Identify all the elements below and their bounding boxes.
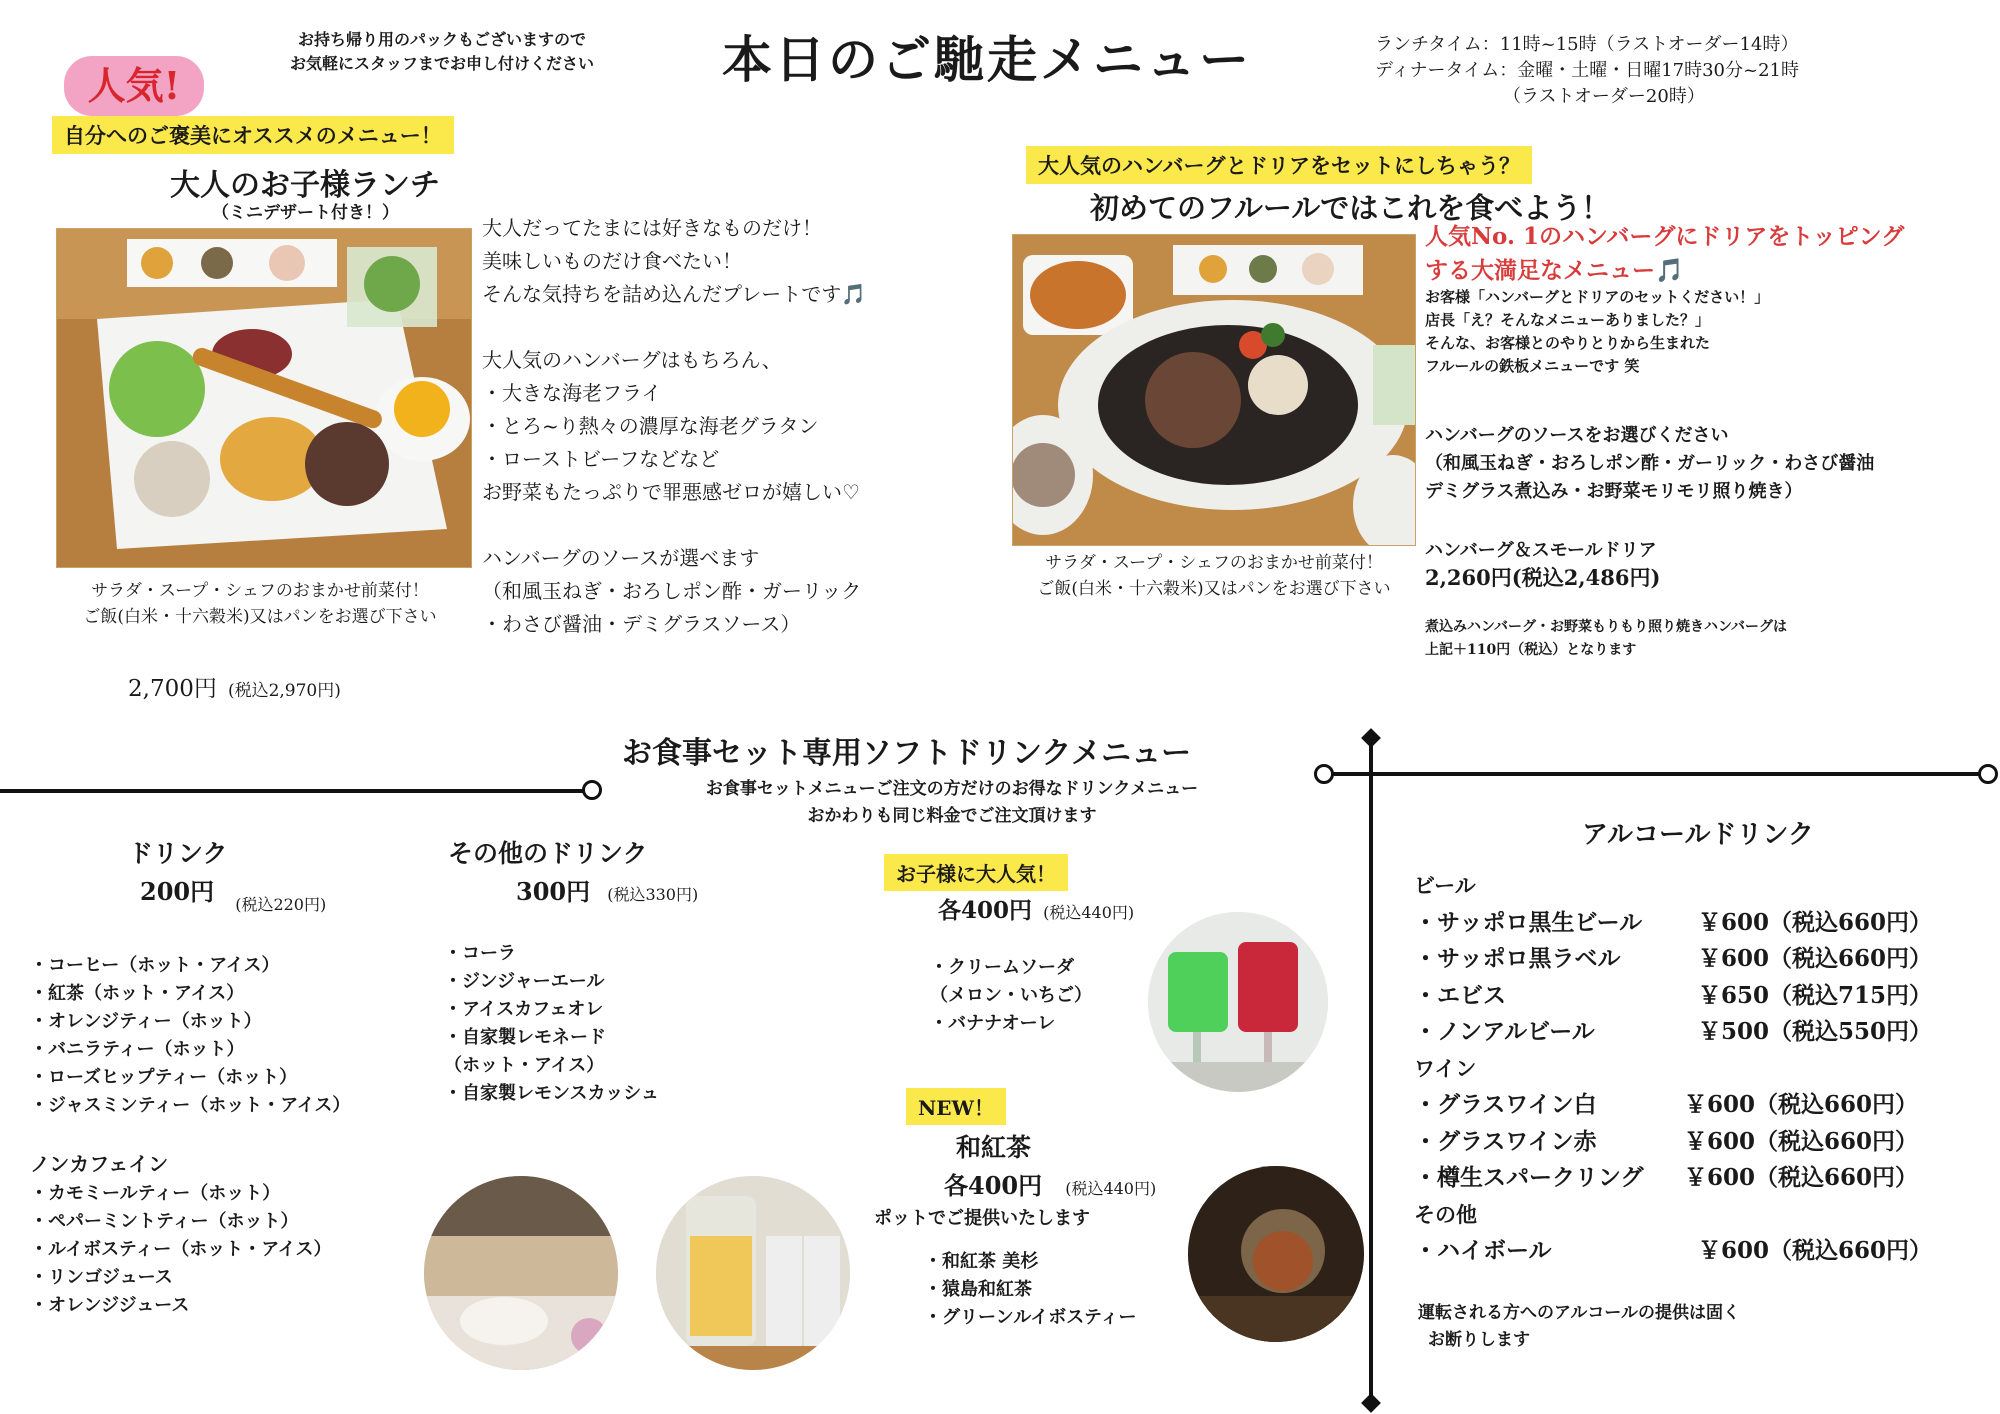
drink-col1-price-value: 200円 xyxy=(140,877,215,906)
left-divider-line xyxy=(0,789,584,793)
alcohol-note-line-1: 運転される方へのアルコールの提供は固く xyxy=(1418,1303,1740,1323)
hours-lunch: ランチタイム：11時~15時（ラストオーダー14時） xyxy=(1375,34,1799,55)
alcohol-item-name: ・サッポロ黒ラベル xyxy=(1414,945,1621,972)
alcohol-item-price: ￥500（税込550円） xyxy=(1698,1018,1933,1045)
left-desc-line: 大人気のハンバーグはもちろん、 xyxy=(482,348,782,372)
alcohol-item-price: ￥600（税込660円） xyxy=(1698,1237,1933,1264)
kids-drink-item: ・クリームソーダ xyxy=(930,957,1074,978)
left-price-value: 2,700円 xyxy=(128,676,217,702)
right-highlight-line-1: 人気No. 1のハンバーグにドリアをトッピング xyxy=(1425,223,1905,250)
left-price xyxy=(128,670,341,703)
kids-drink-item: （メロン・いちご） xyxy=(930,985,1092,1006)
right-tagline: 大人気のハンバーグとドリアをセットにしちゃう？ xyxy=(1026,146,1532,184)
alcohol-item xyxy=(1414,941,1932,978)
alcohol-item xyxy=(1414,1087,1932,1124)
takeout-notice xyxy=(290,28,594,76)
alcohol-item-price: ￥600（税込660円） xyxy=(1684,1127,1919,1155)
right-item-name: ハンバーグ＆スモールドリア xyxy=(1425,540,1657,561)
drink-col2-price-tax: (税込330円) xyxy=(607,885,699,904)
left-desc-line: （和風玉ねぎ・おろしポン酢・ガーリック xyxy=(482,579,862,603)
drinks-sub-line-2: おかわりも同じ料金でご注文頂けます xyxy=(807,806,1097,826)
drink-list-item: ・ジンジャーエール xyxy=(444,971,605,992)
right-divider-end xyxy=(1978,764,1998,784)
alcohol-item-name: ・エビス xyxy=(1414,981,1506,1009)
new-badge: NEW！ xyxy=(906,1088,1006,1125)
left-desc-line: ハンバーグのソースが選べます xyxy=(482,546,760,570)
alcohol-item-name: ・サッポロ黒生ビール xyxy=(1414,908,1643,936)
vertical-divider xyxy=(1369,738,1373,1404)
right-item-price: 2,260円(税込2,486円) xyxy=(1425,565,1661,590)
alcohol-item-price: ￥650（税込715円） xyxy=(1698,981,1933,1009)
left-desc-line xyxy=(482,311,866,344)
drink-list-item: ・ジャスミンティー（ホット・アイス） xyxy=(30,1095,351,1116)
hamburg-doria-photo xyxy=(1012,234,1416,546)
drink-col2-price xyxy=(516,872,698,907)
right-caption-line-1: サラダ・スープ・シェフのおまかせ前菜付！ xyxy=(1045,553,1383,573)
left-menu-name: 大人のお子様ランチ xyxy=(170,168,440,203)
right-menu-name: 初めてのフルールではこれを食べよう！ xyxy=(1090,191,1611,225)
teapot-illustration xyxy=(1188,1166,1364,1342)
alcohol-item-price: ￥600（税込660円） xyxy=(1698,908,1933,936)
right-sauce-options xyxy=(1425,422,1874,506)
left-desc-line: ・とろ~り熱々の濃厚な海老グラタン xyxy=(482,414,819,438)
left-photo-caption xyxy=(40,578,480,630)
right-sauce-line: デミグラス煮込み・お野菜モリモリ照り焼き） xyxy=(1425,481,1803,502)
drink-col1-list xyxy=(30,952,350,1120)
drink-list-item: ・アイスカフェオレ xyxy=(444,999,604,1020)
kids-badge: お子様に大人気！ xyxy=(884,854,1068,891)
lemonade-photo xyxy=(656,1176,850,1370)
right-photo-caption xyxy=(994,550,1434,602)
right-story-line: そんな、お客様とのやりとりから生まれた xyxy=(1425,334,1711,352)
cream-soda-illustration xyxy=(1148,912,1328,1092)
takeout-line-2: お気軽にスタッフまでお申し付けください xyxy=(290,54,595,73)
alcohol-item-name: ・ノンアルビール xyxy=(1414,1018,1595,1045)
teapot-photo xyxy=(1188,1166,1364,1342)
drink-list-item: ・自家製レモネード xyxy=(444,1027,606,1048)
drink-list-item: ・コーラ xyxy=(444,943,516,964)
alcohol-group-heading: ビール xyxy=(1414,873,1476,898)
drinks-subtitle xyxy=(662,776,1242,830)
right-caption-line-2: ご飯(白米・十六穀米)又はパンをお選び下さい xyxy=(1037,579,1391,599)
noncaffeine-item: ・ペパーミントティー（ホット） xyxy=(30,1211,299,1232)
hours-last-order: （ラストオーダー20時） xyxy=(1503,86,1705,107)
right-story-line: フルールの鉄板メニューです 笑 xyxy=(1425,357,1640,375)
drink-list-item: ・バニラティー（ホット） xyxy=(30,1039,245,1060)
right-story-line: 店長「え？そんなメニューありました？」 xyxy=(1425,311,1711,329)
alcohol-item xyxy=(1414,1160,1932,1197)
tea-item: ・グリーンルイボスティー xyxy=(924,1307,1137,1328)
alcohol-item xyxy=(1414,1124,1932,1161)
alcohol-item-price: ￥600（税込660円） xyxy=(1684,1164,1919,1191)
plate-illustration xyxy=(57,229,471,567)
alcohol-item-name: ・グラスワイン白 xyxy=(1414,1091,1597,1118)
kids-price xyxy=(938,892,1134,925)
hours-dinner: ディナータイム：金曜・土曜・日曜17時30分~21時 xyxy=(1375,60,1799,81)
left-desc-line: ・ローストビーフなどなど xyxy=(482,447,720,471)
drinks-sub-line-1: お食事セットメニューご注文の方だけのお得なドリンクメニュー xyxy=(705,779,1199,799)
business-hours xyxy=(1375,32,1799,110)
noncaffeine-item: ・ルイボスティー（ホット・アイス） xyxy=(30,1239,332,1260)
left-menu-subtitle: （ミニデザート付き！） xyxy=(212,203,399,223)
right-divider-start xyxy=(1314,764,1334,784)
cream-soda-photo xyxy=(1148,912,1328,1092)
tea-item: ・猿島和紅茶 xyxy=(924,1279,1032,1300)
noncaffeine-item: ・オレンジジュース xyxy=(30,1295,190,1316)
kids-drink-item: ・バナナオーレ xyxy=(930,1013,1056,1034)
kids-drink-list xyxy=(930,954,1092,1038)
tea-list xyxy=(924,1248,1137,1332)
drinks-title: お食事セット専用ソフトドリンクメニュー xyxy=(622,736,1192,771)
tea-name: 和紅茶 xyxy=(956,1133,1032,1162)
alcohol-title: アルコールドリンク xyxy=(1582,820,1814,850)
left-desc-line: 美味しいものだけ食べたい！ xyxy=(482,249,742,273)
alcohol-item xyxy=(1414,1233,1932,1270)
alcohol-item-price: ￥600（税込660円） xyxy=(1698,945,1933,972)
left-divider-end xyxy=(582,780,602,800)
alcohol-note xyxy=(1418,1300,1740,1354)
tea-price xyxy=(944,1166,1156,1201)
alcohol-group-heading: その他 xyxy=(1414,1201,1477,1227)
left-caption-line-2: ご飯(白米・十六穀米)又はパンをお選び下さい xyxy=(83,607,437,627)
drink-col2-heading: その他のドリンク xyxy=(448,839,648,868)
kids-lunch-plate-photo xyxy=(56,228,472,568)
vertical-divider-top xyxy=(1361,728,1381,748)
kids-price-tax: (税込440円) xyxy=(1043,903,1135,922)
left-caption-line-1: サラダ・スープ・シェフのおまかせ前菜付！ xyxy=(91,581,429,601)
tea-price-tax: (税込440円) xyxy=(1065,1179,1157,1198)
alcohol-item-name: ・グラスワイン赤 xyxy=(1414,1127,1597,1155)
left-desc-line: ・わさび醤油・デミグラスソース） xyxy=(482,612,801,636)
drink-list-item: ・オレンジティー（ホット） xyxy=(30,1011,262,1032)
drink-col1-heading: ドリンク xyxy=(128,839,228,868)
alcohol-item-name: ・樽生スパークリング xyxy=(1414,1164,1644,1191)
popular-badge: 人気! xyxy=(64,56,204,116)
alcohol-item xyxy=(1414,978,1932,1015)
drink-list-item: ・コーヒー（ホット・アイス） xyxy=(30,955,280,976)
right-highlight-line-2: する大満足なメニュー🎵 xyxy=(1425,257,1684,284)
right-divider-line xyxy=(1328,772,1982,776)
right-sauce-line: （和風玉ねぎ・おろしポン酢・ガーリック・わさび醤油 xyxy=(1425,453,1875,474)
takeout-line-1: お持ち帰り用のパックもございますので xyxy=(298,30,587,49)
right-highlight xyxy=(1425,220,1904,288)
left-desc-line: お野菜もたっぷりで罪悪感ゼロが嬉しい♡ xyxy=(482,480,860,504)
alcohol-item xyxy=(1414,1014,1932,1051)
cafe-interior-illustration xyxy=(424,1176,618,1370)
lemonade-illustration xyxy=(656,1176,850,1370)
noncaffeine-item: ・リンゴジュース xyxy=(30,1267,173,1288)
left-desc-line: そんな気持ちを詰め込んだプレートです🎵 xyxy=(482,282,867,306)
right-sauce-line: ハンバーグのソースをお選びください xyxy=(1425,425,1729,446)
alcohol-group-heading: ワイン xyxy=(1414,1055,1477,1081)
noncaffeine-list xyxy=(30,1180,332,1320)
drink-col2-price-value: 300円 xyxy=(516,877,591,906)
drink-list-item: ・自家製レモンスカッシュ xyxy=(444,1083,659,1104)
drink-col2-list xyxy=(444,940,659,1108)
right-note-line-2: 上記＋110円（税込）となります xyxy=(1425,642,1637,658)
left-menu-description xyxy=(482,212,866,641)
tea-price-value: 各400円 xyxy=(944,1171,1043,1200)
right-note xyxy=(1425,616,1787,662)
left-desc-line: 大人だってたまには好きなものだけ！ xyxy=(482,216,822,240)
drink-list-item: ・ローズヒップティー（ホット） xyxy=(30,1067,298,1088)
alcohol-item xyxy=(1414,905,1932,942)
vertical-divider-bottom xyxy=(1361,1393,1381,1413)
tea-item: ・和紅茶 美杉 xyxy=(924,1251,1039,1272)
drink-col1-price xyxy=(140,872,327,914)
drink-list-item: ・紅茶（ホット・アイス） xyxy=(30,983,245,1004)
alcohol-item-price: ￥600（税込660円） xyxy=(1684,1091,1919,1118)
cafe-interior-photo xyxy=(424,1176,618,1370)
tea-note: ポットでご提供いたします xyxy=(874,1208,1090,1229)
noncaffeine-item: ・カモミールティー（ホット） xyxy=(30,1183,281,1204)
hamburg-illustration xyxy=(1013,235,1415,545)
left-desc-line xyxy=(482,509,866,542)
drink-list-item: （ホット・アイス） xyxy=(444,1055,605,1076)
noncaffeine-heading: ノンカフェイン xyxy=(30,1152,169,1176)
left-price-tax: (税込2,970円) xyxy=(227,681,341,701)
kids-price-value: 各400円 xyxy=(938,897,1033,924)
right-story-line: お客様「ハンバーグとドリアのセットください！」 xyxy=(1425,288,1770,306)
left-tagline: 自分へのご褒美にオススメのメニュー！ xyxy=(52,116,454,154)
drink-col1-price-tax: (税込220円) xyxy=(235,895,327,914)
alcohol-item-name: ・ハイボール xyxy=(1414,1237,1552,1264)
page-title: 本日のご馳走メニュー xyxy=(722,30,1252,89)
left-desc-line: ・大きな海老フライ xyxy=(482,381,662,405)
alcohol-list xyxy=(1414,868,1932,1270)
alcohol-note-line-2: お断りします xyxy=(1428,1330,1530,1350)
right-story xyxy=(1425,286,1769,378)
right-note-line-1: 煮込みハンバーグ・お野菜もりもり照り焼きハンバーグは xyxy=(1425,619,1788,635)
